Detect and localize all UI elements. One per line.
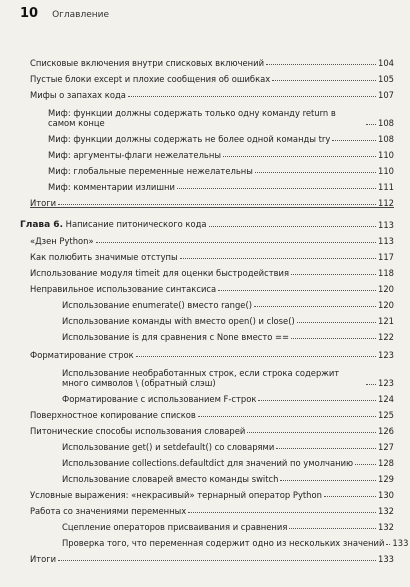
toc-entry [30,264,394,278]
leader-dots [266,64,376,65]
toc-entry [62,470,394,484]
toc-entry-title: Миф: функции должны содержать только одну команду return в самом конце [48,108,336,128]
toc-entry-title: Миф: аргументы-флаги нежелательны [48,150,221,160]
toc-page-number: 110 [378,150,394,160]
toc-entry-title: Неправильное использование синтаксиса [30,284,217,294]
toc-entry [30,422,394,436]
toc-entry [48,102,394,128]
toc-entry [62,390,394,404]
toc-page-number: 130 [378,490,394,500]
leader-dots [180,258,376,259]
toc-entry-title: Проверка того, что переменная содержит одно из нескольких значений [62,538,385,548]
toc-entry [62,312,394,326]
toc-entry [30,194,394,208]
toc-entry [30,486,394,500]
toc-entry [62,296,394,310]
toc-page-number: 117 [378,252,394,262]
toc-entry-title: Сцепление операторов присваивания и сравнения [62,522,288,532]
leader-dots [58,560,376,561]
toc-entry-title: Условные выражения: «некрасивый» тернарный оператор Python [30,490,322,500]
toc-entry [48,162,394,176]
toc-entry-title: Миф: функции должны содержать не более одной команды try [48,134,331,144]
leader-dots [291,274,376,275]
leader-dots [366,384,376,385]
toc-page-number: 127 [378,442,394,452]
toc-page-number: 105 [378,74,394,84]
toc-entry [48,130,394,144]
leader-dots [291,338,376,339]
toc-entry-title: Пустые блоки except и плохие сообщения об ошибках [30,74,271,84]
toc-entry [62,534,409,548]
toc-entry [30,54,394,68]
toc-page-number: 123 [378,378,394,388]
toc-page-number: 133 [378,554,394,564]
leader-dots [58,204,376,205]
page-number: 10 [20,6,39,21]
toc-page-number: 126 [378,426,394,436]
leader-dots [96,242,376,243]
toc-page-number: 121 [378,316,394,326]
toc-entry [48,146,394,160]
toc-page-number: 118 [378,268,394,278]
toc-page-number: 113 [378,220,394,230]
toc-entry [30,232,394,246]
leader-dots [188,512,376,513]
toc-page-number: 124 [378,394,394,404]
toc-page-number: 122 [378,332,394,342]
leader-dots [209,226,377,227]
toc-chapter-entry [20,216,394,230]
toc-entry [30,406,394,420]
leader-dots [366,124,376,125]
toc-entry-title: Списковые включения внутри списковых включений [30,58,265,68]
leader-dots [272,80,376,81]
toc-page-number: 132 [378,522,394,532]
toc-entry-title: Использование get() и setdefault() со словарями [62,442,275,452]
toc-entry-title: Использование collections.defaultdict для значений по умолчанию [62,458,354,468]
toc-page-number: 132 [378,506,394,516]
toc-page-number: 113 [378,236,394,246]
leader-dots [355,464,376,465]
toc-entry-title: Использование команды with вместо open() и close() [62,316,295,326]
toc-entry-title: Работа со значениями переменных [30,506,187,516]
toc-page-number: 104 [378,58,394,68]
toc-entry-title: Использование словарей вместо команды switch [62,474,279,484]
chapter-title: Написание питонического кода [65,219,207,229]
toc-entry-title: Использование необработанных строк, если строка содержит много символов \ (обратный слэш) [62,368,340,388]
toc-entry [48,178,394,192]
toc-entry [30,248,394,262]
toc-entry-title: Миф: комментарии излишни [48,182,175,192]
toc-entry [30,280,394,294]
toc-entry-title: Питонические способы использования словарей [30,426,246,436]
leader-dots [223,156,376,157]
leader-dots [255,172,376,173]
leader-dots [258,400,376,401]
toc-page-number: 110 [378,166,394,176]
toc-entry-title: Итоги [30,198,57,208]
toc-entry-title: Использование is для сравнения с None вместо == [62,332,290,342]
leader-dots [289,528,376,529]
toc-page-number: 111 [378,182,394,192]
leader-dots [386,544,390,545]
toc-page-number: 120 [378,300,394,310]
leader-dots [128,96,376,97]
toc-entry [62,438,394,452]
toc-page-number: 125 [378,410,394,420]
toc-entry-title: Как полюбить значимые отступы [30,252,178,262]
toc-page-number: 107 [378,90,394,100]
toc-entry [62,454,394,468]
toc-page-number: 108 [378,134,394,144]
toc-page-number: 120 [378,284,394,294]
toc-entry [30,346,394,360]
chapter-label: Глава 6. [20,220,63,230]
running-head [20,6,109,26]
toc-entry-title: Итоги [30,554,57,564]
leader-dots [280,480,376,481]
toc-page-number: 108 [378,118,394,128]
leader-dots [198,416,376,417]
leader-dots [297,322,376,323]
toc-entry-title: Использование модуля timeit для оценки быстродействия [30,268,290,278]
leader-dots [276,448,376,449]
leader-dots [136,356,376,357]
running-head-title: Оглавление [52,10,110,20]
leader-dots [218,290,376,291]
toc-page-number: 133 [392,538,409,548]
toc-entry-title: Поверхностное копирование списков [30,410,196,420]
toc-entry [30,502,394,516]
leader-dots [177,188,376,189]
leader-dots [324,496,376,497]
toc-entry-title: «Дзен Python» [30,236,94,246]
toc-entry [62,518,394,532]
toc-entry-title: Форматирование строк [30,350,134,360]
toc-entry [30,70,394,84]
toc-entry-title [20,219,207,230]
toc-page-number: 123 [378,350,394,360]
toc-entry [62,362,394,388]
toc-entry-title: Форматирование с использованием F-строк [62,394,257,404]
toc-entry [30,550,394,564]
leader-dots [332,140,376,141]
leader-dots [247,432,376,433]
toc-page-number: 112 [378,198,394,208]
toc-entry-title: Мифы о запахах кода [30,90,126,100]
toc-page-number: 129 [378,474,394,484]
toc-entry [62,328,394,342]
leader-dots [254,306,376,307]
toc-entry-title: Миф: глобальные переменные нежелательны [48,166,253,176]
toc-page-number: 128 [378,458,394,468]
toc-entry [30,86,394,100]
toc-entry-title: Использование enumerate() вместо range() [62,300,252,310]
